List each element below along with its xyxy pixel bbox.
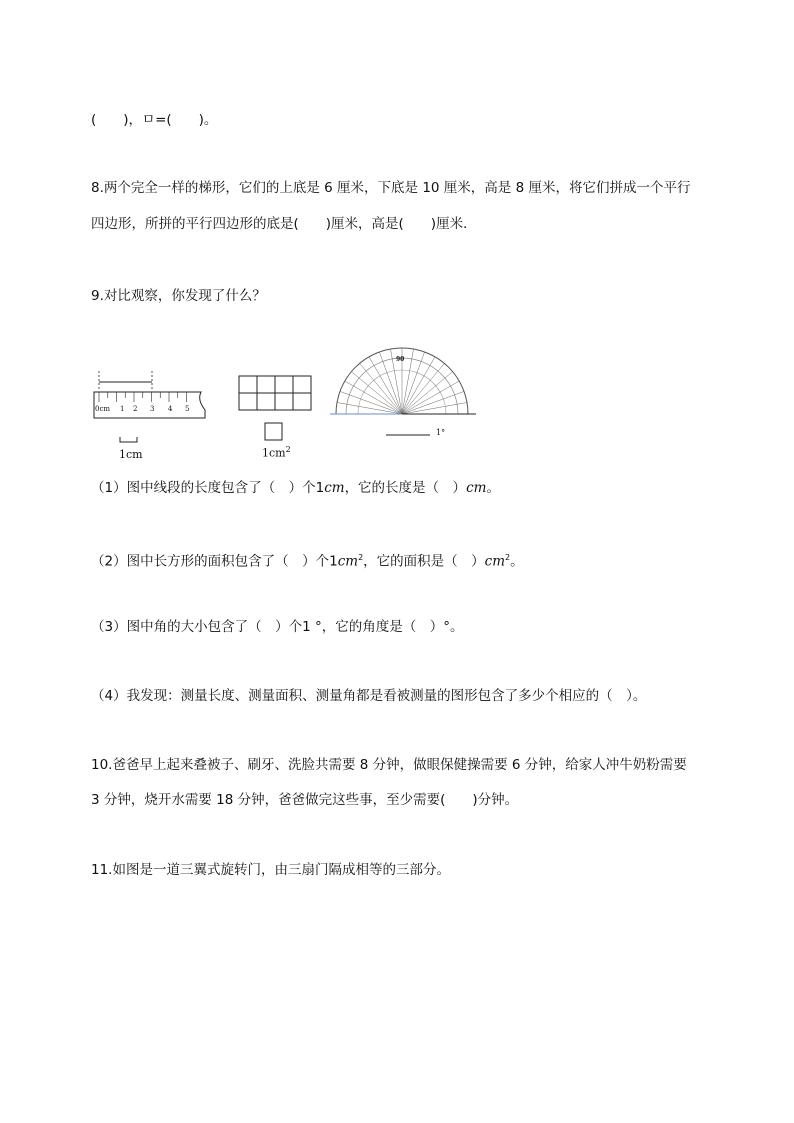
ruler-tick-4: 4 xyxy=(168,405,173,413)
ruler-tick-5: 5 xyxy=(185,405,190,413)
prev-answer-line: ( )，ㅁ=( )。 xyxy=(91,112,218,128)
question-10-line-2: 3 分钟，烧开水需要 18 分钟，爸爸做完这些事，至少需要( )分钟。 xyxy=(91,792,519,808)
unit-angle xyxy=(385,432,435,438)
ruler-drawing xyxy=(93,368,208,428)
question-9-part-3: （3）图中角的大小包含了（ ）个1 °，它的角度是（ ）°。 xyxy=(91,619,464,635)
rectangle-figure xyxy=(238,375,318,465)
question-8-line-1: 8.两个完全一样的梯形，它们的上底是 6 厘米，下底是 10 厘米，高是 8 厘米，将它们拼成一个平行 xyxy=(91,180,691,196)
ruler-tick-1: 1 xyxy=(120,405,125,413)
rectangle-grid xyxy=(238,375,314,412)
question-9-part-4: （4）我发现：测量长度、测量面积、测量角都是看被测量的图形包含了多少个相应的（ ）。 xyxy=(91,688,647,704)
question-9-title: 9.对比观察，你发现了什么？ xyxy=(91,288,266,304)
angle-caption: 1° xyxy=(436,428,446,437)
question-10-line-1: 10.爸爸早上起来叠被子、刷牙、洗脸共需要 8 分钟，做眼保健操需要 6 分钟，给家人冲牛奶粉需要 xyxy=(91,757,687,773)
unit-square xyxy=(264,422,284,442)
question-11-line: 11.如图是一道三翼式旋转门，由三扇门隔成相等的三部分。 xyxy=(91,862,450,878)
ruler-tick-3: 3 xyxy=(150,405,155,413)
protractor-90-label: 90 xyxy=(396,356,405,363)
ruler-tick-2: 2 xyxy=(133,405,138,413)
unit-segment xyxy=(119,436,139,444)
question-9-part-1: （1）图中线段的长度包含了（ ）个1cm，它的长度是（ ）cm。 xyxy=(91,480,500,496)
question-9-part-2: （2）图中长方形的面积包含了（ ）个$1cm^2$，它的面积是（ ）$cm^2$。 xyxy=(91,553,524,570)
protractor-figure xyxy=(330,346,480,446)
protractor-drawing xyxy=(330,346,480,418)
question-8-line-2: 四边形，所拼的平行四边形的底是( )厘米，高是( )厘米． xyxy=(91,216,477,232)
square-caption: $1cm^2$ xyxy=(262,445,291,460)
ruler-caption: 1cm xyxy=(119,448,143,461)
ruler-figure xyxy=(93,368,208,464)
ruler-tick-0: 0cm xyxy=(95,405,111,413)
